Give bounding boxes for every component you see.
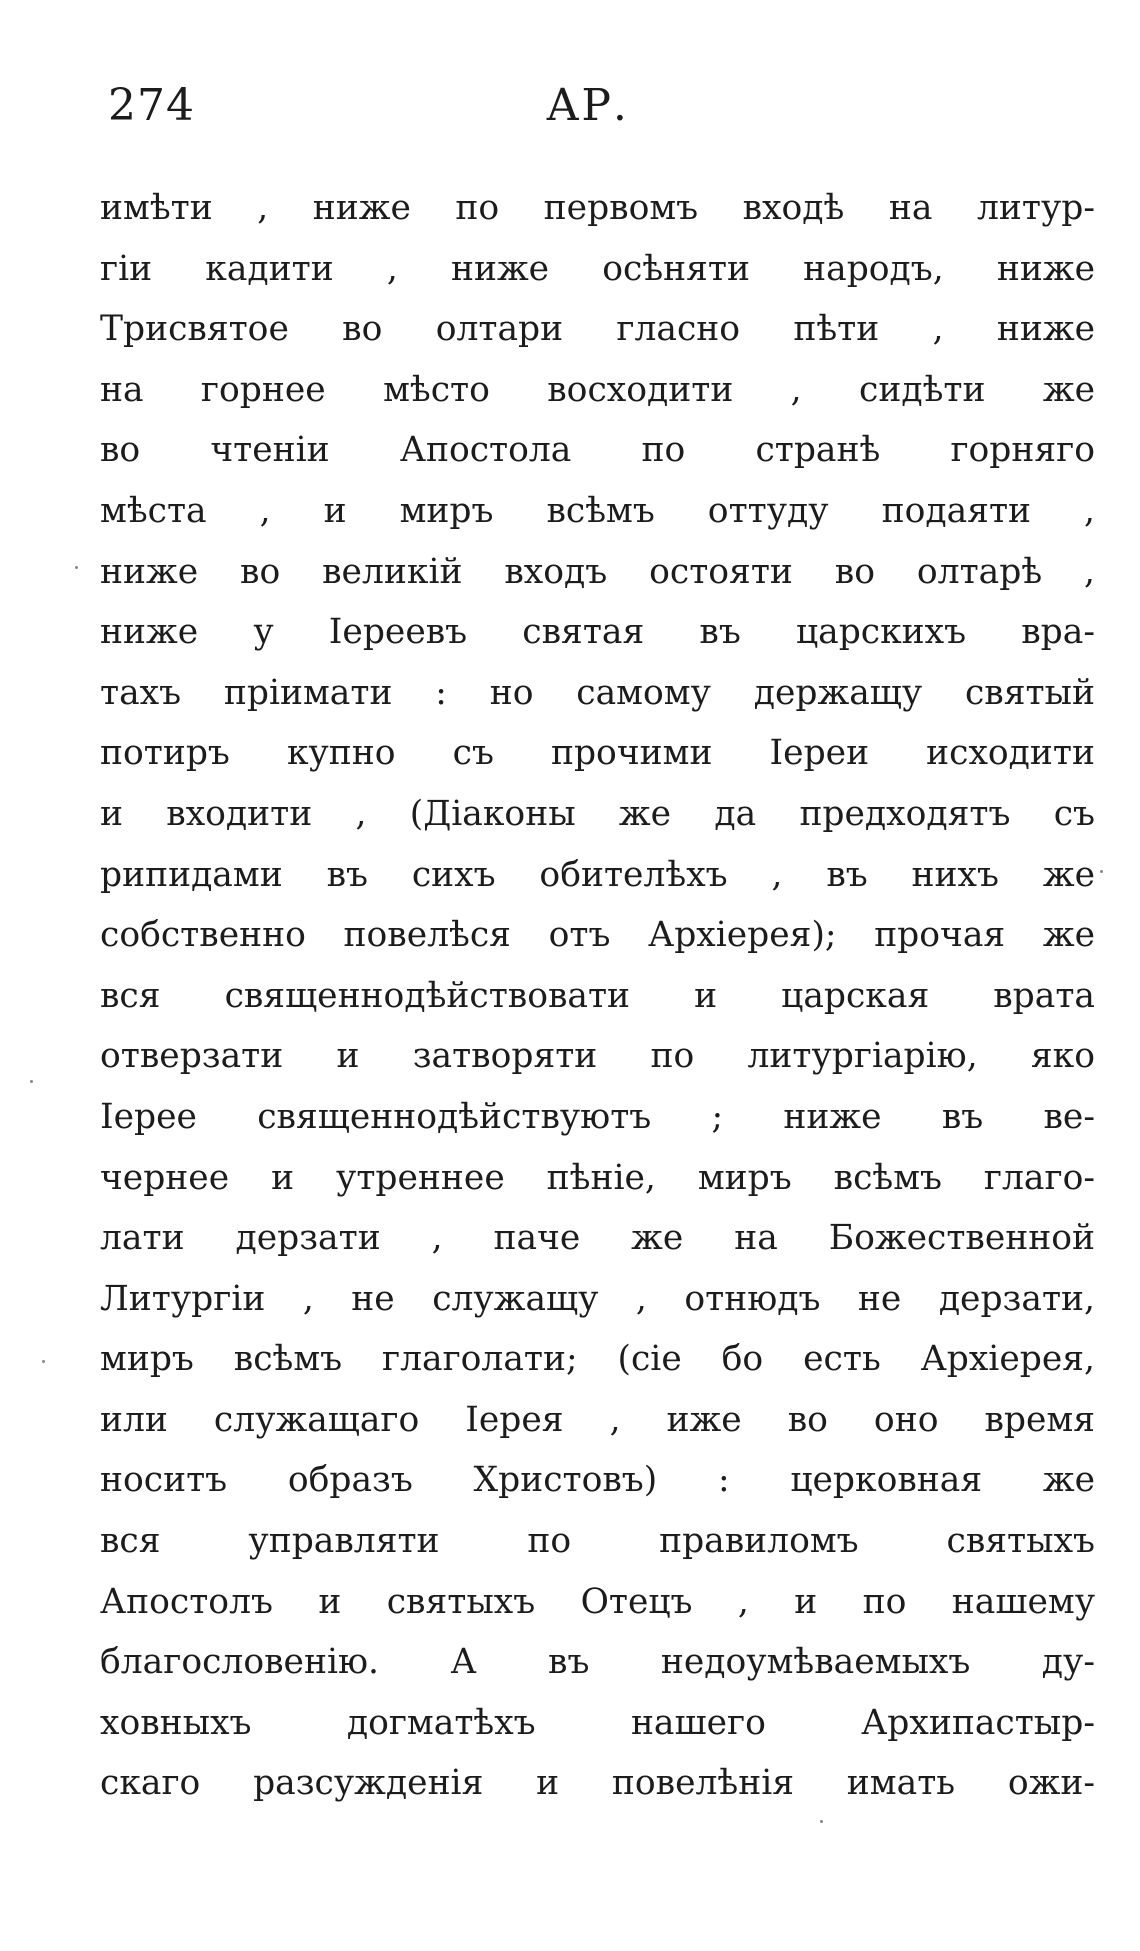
text-line: и входити , (Діаконы же да предходятъ съ <box>100 793 1095 834</box>
text-line: имѣти , ниже по первомъ входѣ на литур- <box>100 188 1095 228</box>
text-line: Литургіи , не служащу , отнюдъ не дерзати, <box>100 1278 1095 1319</box>
text-line: Апостолъ и святыхъ Отецъ , и по нашему <box>100 1581 1095 1622</box>
body-text <box>100 178 1095 1814</box>
text-line: вся управляти по правиломъ святыхъ <box>100 1521 1095 1562</box>
text-line: благословенію. А въ недоумѣваемыхъ ду- <box>100 1642 1095 1683</box>
text-line: во чтеніи Апостола по странѣ горняго <box>100 430 1095 471</box>
text-line: чернее и утреннее пѣніе, миръ всѣмъ глаго- <box>100 1157 1095 1198</box>
text-line: рипидами въ сихъ обителѣхъ , въ нихъ же <box>100 854 1095 895</box>
text-line: мѣста , и миръ всѣмъ оттуду подаяти , <box>100 490 1095 531</box>
text-line: вся священнодѣйствовати и царская врата <box>100 975 1095 1016</box>
text-line: собственно повелѣся отъ Архіерея); прочая же <box>100 915 1095 956</box>
text-line: лати дерзати , паче же на Божественной <box>100 1218 1095 1259</box>
scan-speck <box>30 1080 33 1083</box>
text-line: скаго разсужденія и повелѣнія имать ожи- <box>100 1763 1095 1804</box>
text-line: ниже у Іереевъ святая въ царскихъ вра- <box>100 612 1095 653</box>
scan-speck <box>820 1820 823 1823</box>
running-head: АР. <box>546 80 629 131</box>
text-line: миръ всѣмъ глаголати; (сіе бо есть Архіерея, <box>100 1339 1095 1380</box>
text-line: Іерее священнодѣйствуютъ ; ниже въ ве- <box>100 1096 1095 1137</box>
text-line: Трисвятое во олтари гласно пѣти , ниже <box>100 309 1095 350</box>
text-line: потиръ купно съ прочими Іереи исходити <box>100 733 1095 774</box>
page-number: 274 <box>108 80 195 131</box>
text-line: отверзати и затворяти по литургіарію, яко <box>100 1036 1095 1077</box>
text-line: гіи кадити , ниже осѣняти народъ, ниже <box>100 248 1095 289</box>
scan-speck <box>75 566 78 569</box>
scan-speck <box>42 1360 45 1363</box>
page-header <box>0 80 1140 150</box>
text-line: ховныхъ догматѣхъ нашего Архипастыр- <box>100 1702 1095 1743</box>
text-line: ниже во великій входъ остояти во олтарѣ , <box>100 551 1095 592</box>
text-line: или служащаго Іерея , иже во оно время <box>100 1399 1095 1440</box>
text-line: на горнее мѣсто восходити , сидѣти же <box>100 369 1095 410</box>
text-line: тахъ пріимати : но самому держащу святый <box>100 672 1095 713</box>
text-line: носитъ образъ Христовъ) : церковная же <box>100 1460 1095 1501</box>
scan-speck <box>1100 870 1103 873</box>
